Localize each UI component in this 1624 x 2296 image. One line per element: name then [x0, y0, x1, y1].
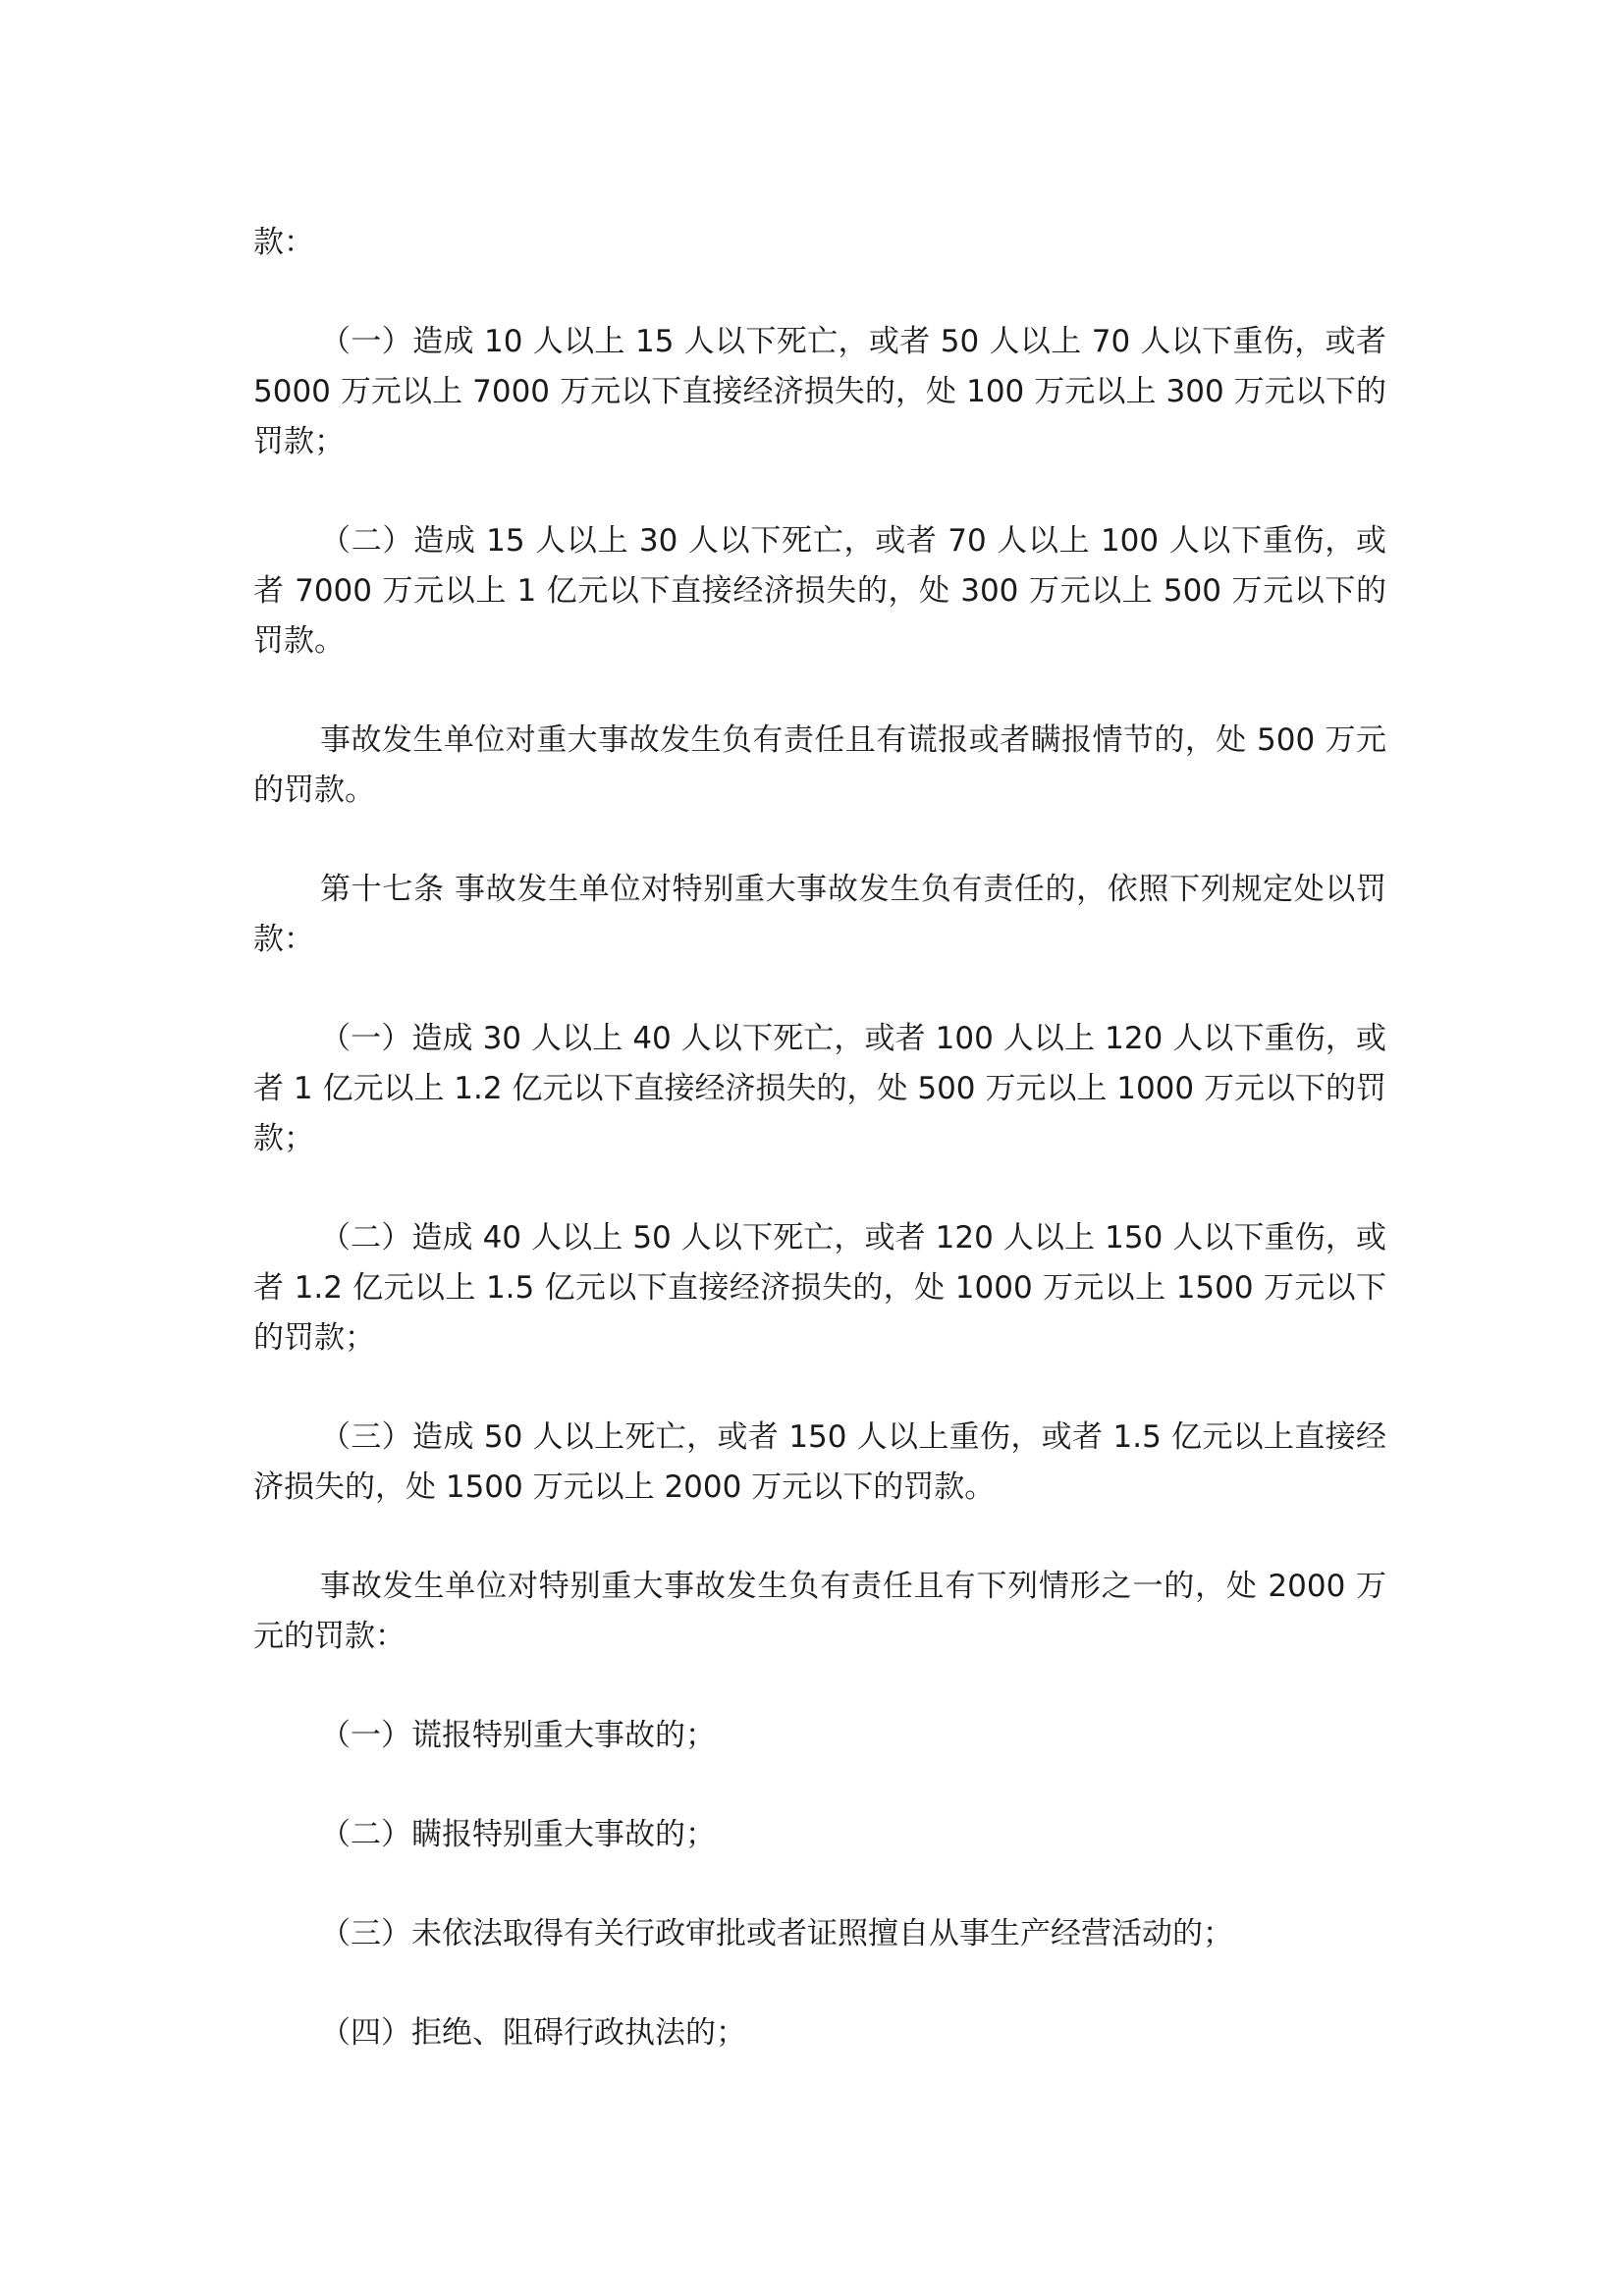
paragraph-circumstance-2: （二）瞒报特别重大事故的；: [320, 1817, 716, 1852]
paragraph-article-17: 第十七条 事故发生单位对特别重大事故发生负有责任的，依照下列规定处以罚款：: [253, 872, 1386, 957]
paragraph-major-accident-concealment: 事故发生单位对重大事故发生负有责任且有谎报或者瞒报情节的，处 500 万元的罚款。: [253, 722, 1386, 808]
paragraph-item-2: （二）造成 15 人以上 30 人以下死亡，或者 70 人以上 100 人以下重伤，或者 7000 万元以上 1 亿元以下直接经济损失的，处 300 万元以上 500 万元以下的罚款。: [253, 523, 1386, 659]
paragraph-article-17-item-2: （二）造成 40 人以上 50 人以下死亡，或者 120 人以上 150 人以下重伤，或者 1.2 亿元以上 1.5 亿元以下直接经济损失的，处 1000 万元以上 1500 万元以下的罚款；: [253, 1220, 1386, 1356]
paragraph-circumstance-1: （一）谎报特别重大事故的；: [320, 1718, 716, 1753]
paragraph-special-accident-circumstances: 事故发生单位对特别重大事故发生负有责任且有下列情形之一的，处 2000 万元的罚款：: [253, 1569, 1386, 1654]
paragraph-item-1: （一）造成 10 人以上 15 人以下死亡，或者 50 人以上 70 人以下重伤，或者 5000 万元以上 7000 万元以下直接经济损失的，处 100 万元以上 300 万元以下的罚款；: [253, 324, 1386, 459]
paragraph-circumstance-3: （三）未依法取得有关行政审批或者证照擅自从事生产经营活动的；: [320, 1916, 1233, 1951]
paragraph-continuation: 款：: [253, 225, 314, 260]
paragraph-article-17-item-1: （一）造成 30 人以上 40 人以下死亡，或者 100 人以上 120 人以下重伤，或者 1 亿元以上 1.2 亿元以下直接经济损失的，处 500 万元以上 1000 万元以下的罚款；: [253, 1021, 1386, 1156]
paragraph-circumstance-4: （四）拒绝、阻碍行政执法的；: [320, 2015, 746, 2051]
document-body: [253, 218, 1386, 2108]
paragraph-article-17-item-3: （三）造成 50 人以上死亡，或者 150 人以上重伤，或者 1.5 亿元以上直接经济损失的，处 1500 万元以上 2000 万元以下的罚款。: [253, 1419, 1386, 1505]
